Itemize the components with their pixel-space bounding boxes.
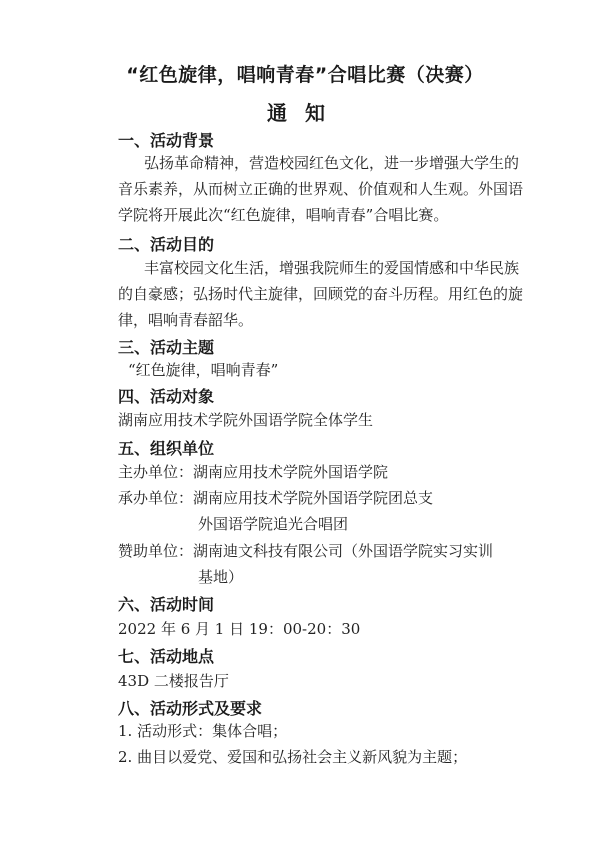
list-item: 2. 曲目以爱党、爱国和弘扬社会主义新风貌为主题； xyxy=(118,748,468,766)
paragraph-line: 的自豪感；弘扬时代主旋律，回顾党的奋斗历程。用红色的旋 xyxy=(118,285,524,303)
section-heading-purpose: 二、活动目的 xyxy=(118,235,215,254)
host-unit: 主办单位：湖南应用技术学院外国语学院 xyxy=(118,463,389,481)
paragraph-line: 丰富校园文化生活，增强我院师生的爱国情感和中华民族 xyxy=(144,259,520,277)
list-item: 1. 活动形式：集体合唱； xyxy=(118,722,288,740)
sponsor-unit: 赞助单位：湖南迪文科技有限公司（外国语学院实习实训 xyxy=(118,542,494,560)
audience-text: 湖南应用技术学院外国语学院全体学生 xyxy=(118,411,374,429)
document-subtitle: 通知 xyxy=(267,101,343,125)
section-heading-format: 八、活动形式及要求 xyxy=(118,699,263,718)
section-heading-organizers: 五、组织单位 xyxy=(118,439,215,458)
section-heading-location: 七、活动地点 xyxy=(118,647,215,666)
organizer-unit: 承办单位：湖南应用技术学院外国语学院团总支 xyxy=(118,489,434,507)
section-heading-audience: 四、活动对象 xyxy=(118,387,215,406)
paragraph-line: 音乐素养，从而树立正确的世界观、价值观和人生观。外国语 xyxy=(118,180,524,198)
paragraph-line: 律，唱响青春韶华。 xyxy=(118,311,254,329)
document-title: “红色旋律，唱响青春”合唱比赛（决赛） xyxy=(126,64,484,86)
paragraph-line: 弘扬革命精神，营造校园红色文化，进一步增强大学生的 xyxy=(144,154,520,172)
event-location: 43D 二楼报告厅 xyxy=(118,672,229,690)
theme-text: “红色旋律，唱响青春” xyxy=(128,361,279,379)
sponsor-unit-2: 基地） xyxy=(198,568,244,586)
event-time: 2022 年 6 月 1 日 19：00-20：30 xyxy=(118,620,361,638)
organizer-unit-2: 外国语学院追光合唱团 xyxy=(198,515,349,533)
section-heading-background: 一、活动背景 xyxy=(118,131,215,150)
paragraph-line: 学院将开展此次“红色旋律，唱响青春”合唱比赛。 xyxy=(118,206,449,224)
section-heading-time: 六、活动时间 xyxy=(118,595,215,614)
section-heading-theme: 三、活动主题 xyxy=(118,338,215,357)
